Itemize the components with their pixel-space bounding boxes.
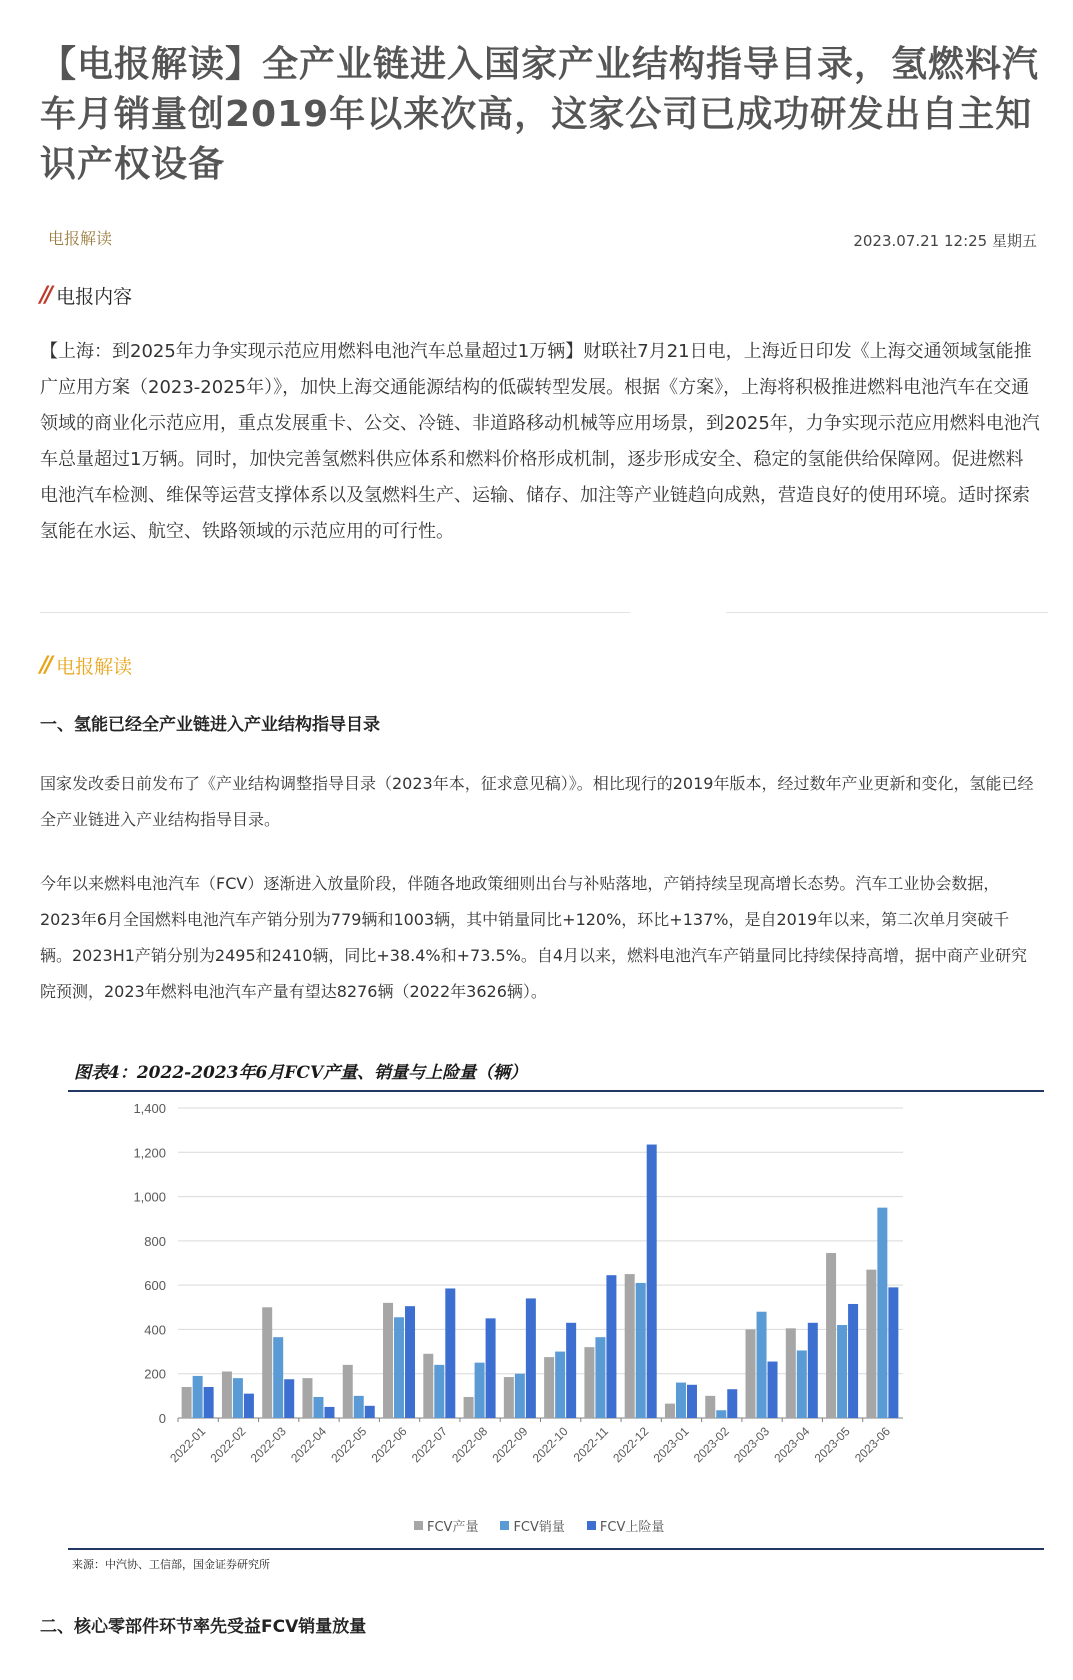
chart-figure xyxy=(68,1058,1044,1571)
bar-2-2023-05 xyxy=(848,1304,858,1418)
bar-1-2022-03 xyxy=(273,1337,283,1418)
chart-legend xyxy=(414,1516,664,1535)
y-tick-label: 200 xyxy=(144,1366,166,1382)
y-tick-label: 1,400 xyxy=(133,1101,166,1116)
bar-1-2022-07 xyxy=(434,1365,444,1418)
x-tick-label: 2022-07 xyxy=(408,1424,450,1466)
y-tick-label: 600 xyxy=(144,1278,166,1294)
subheading-1: 一、氢能已经全产业链进入产业结构指导目录 xyxy=(40,715,380,735)
bar-0-2022-10 xyxy=(544,1357,554,1418)
bar-1-2022-12 xyxy=(636,1283,646,1418)
bar-0-2022-04 xyxy=(302,1378,312,1418)
x-tick-label: 2022-10 xyxy=(529,1424,571,1466)
bar-1-2022-05 xyxy=(354,1396,364,1418)
y-tick-label: 1,000 xyxy=(133,1189,166,1205)
bar-2-2022-05 xyxy=(365,1406,375,1418)
y-tick-label: 0 xyxy=(158,1411,166,1426)
section-heading-label: 电报解读 xyxy=(56,656,133,678)
section-heading-content xyxy=(40,282,132,309)
bar-1-2023-03 xyxy=(757,1312,767,1418)
x-tick-label: 2022-11 xyxy=(570,1424,612,1465)
content-paragraph: 【上海：到2025年力争实现示范应用燃料电池汽车总量超过1万辆】财联社7月21日电，上海近日印发《上海交通领域氢能推广应用方案（2023-2025年）》，加快上海交通能源结构的低碳转型发展。根据《方案》，上海将积极推进燃料电池汽车在交通领域的商业化示范应用，重点发展重卡、公交、冷链、非道路移动机械等应用场景，到2025年，力争实现示范应用燃料电池汽车总量超过1万辆。同时，加快完善氢燃料供应体系和燃料价格形成机制，逐步形成安全、稳定的氢能供给保障网。促进燃料电池汽车检测、维保等运营支撑体系以及氢燃料生产、运输、储存、加注等产业链趋向成熟，营造良好的使用环境。适时探索氢能在水运、航空、铁路领域的示范应用的可行性。 xyxy=(40,341,1040,542)
bar-0-2022-03 xyxy=(262,1307,272,1418)
legend-label: FCV销量 xyxy=(513,1520,565,1535)
bar-0-2023-03 xyxy=(746,1329,756,1418)
bar-1-2023-05 xyxy=(837,1325,847,1418)
bar-2-2022-02 xyxy=(244,1394,254,1418)
legend-item xyxy=(587,1516,664,1535)
x-tick-label: 2022-04 xyxy=(288,1424,330,1466)
x-tick-label: 2022-01 xyxy=(167,1424,209,1466)
bar-1-2022-01 xyxy=(193,1376,203,1418)
bar-0-2022-01 xyxy=(182,1387,192,1418)
bar-1-2022-10 xyxy=(555,1352,565,1418)
bar-2-2022-07 xyxy=(445,1288,455,1418)
section-heading-label: 电报内容 xyxy=(56,286,133,308)
bar-0-2022-12 xyxy=(625,1274,635,1418)
bar-0-2023-01 xyxy=(665,1404,675,1418)
x-tick-label: 2022-02 xyxy=(207,1424,249,1466)
bar-0-2022-11 xyxy=(584,1347,594,1418)
legend-swatch xyxy=(414,1521,423,1530)
bar-chart xyxy=(68,1098,1044,1518)
chart-source: 来源：中汽协、工信部，国金证券研究所 xyxy=(72,1558,270,1571)
x-tick-label: 2022-06 xyxy=(368,1424,410,1466)
bar-2-2023-01 xyxy=(687,1385,697,1418)
x-tick-label: 2023-06 xyxy=(851,1424,893,1466)
bar-2-2022-03 xyxy=(284,1379,294,1418)
bar-0-2023-02 xyxy=(705,1396,715,1418)
divider xyxy=(40,612,630,613)
subheading-2: 二、核心零部件环节率先受益FCV销量放量 xyxy=(40,1617,367,1637)
bar-1-2023-01 xyxy=(676,1383,686,1418)
section-heading-analysis xyxy=(40,652,132,679)
y-tick-label: 800 xyxy=(144,1233,166,1249)
bar-2-2022-08 xyxy=(486,1318,496,1418)
bar-1-2022-02 xyxy=(233,1378,243,1418)
legend-item xyxy=(500,1516,564,1535)
bar-0-2022-05 xyxy=(343,1365,353,1418)
bar-0-2022-09 xyxy=(504,1377,514,1418)
legend-swatch xyxy=(500,1521,509,1530)
bar-2-2023-04 xyxy=(808,1323,818,1418)
bar-2-2023-02 xyxy=(727,1389,737,1418)
y-tick-label: 400 xyxy=(144,1322,166,1338)
bar-1-2022-11 xyxy=(595,1337,605,1418)
legend-item xyxy=(414,1516,478,1535)
legend-label: FCV上险量 xyxy=(599,1520,665,1535)
bar-1-2023-02 xyxy=(716,1410,726,1418)
chart-rule-bottom xyxy=(68,1548,1044,1550)
bar-2-2023-06 xyxy=(888,1287,898,1418)
x-tick-label: 2022-08 xyxy=(449,1424,491,1466)
article-category[interactable]: 电报解读 xyxy=(48,229,113,248)
bar-2-2022-04 xyxy=(324,1407,334,1418)
bar-0-2023-05 xyxy=(826,1253,836,1418)
chart-rule-top xyxy=(68,1090,1044,1092)
bar-0-2022-02 xyxy=(222,1372,232,1419)
analysis-paragraph-1: 国家发改委日前发布了《产业结构调整指导目录（2023年本，征求意见稿）》。相比现行的2019年版本，经过数年产业更新和变化，氢能已经全产业链进入产业结构指导目录。 xyxy=(40,774,1034,829)
bar-1-2022-04 xyxy=(313,1397,323,1418)
bar-0-2022-08 xyxy=(464,1397,474,1418)
legend-label: FCV产量 xyxy=(427,1520,479,1535)
bar-1-2023-04 xyxy=(797,1350,807,1418)
bar-2-2022-01 xyxy=(204,1387,214,1418)
slash-icon: // xyxy=(40,283,51,308)
article-title: 【电报解读】全产业链进入国家产业结构指导目录，氢燃料汽车月销量创2019年以来次高，这家公司已成功研发出自主知识产权设备 xyxy=(40,44,1040,185)
bar-0-2023-06 xyxy=(866,1270,876,1418)
bar-1-2023-06 xyxy=(877,1208,887,1418)
bar-2-2023-03 xyxy=(768,1362,778,1418)
analysis-paragraph-2: 今年以来燃料电池汽车（FCV）逐渐进入放量阶段，伴随各地政策细则出台与补贴落地，产销持续呈现高增长态势。汽车工业协会数据，2023年6月全国燃料电池汽车产销分别为779辆和1003辆，其中销量同比+120%，环比+137%，是自2019年以来，第二次单月突破千辆。2023H1产销分别为2495和2410辆，同比+38.4%和+73.5%。自4月以来，燃料电池汽车产销量同比持续保持高增，据中商产业研究院预测，2023年燃料电池汽车产量有望达8276辆（2022年3626辆）。 xyxy=(40,874,1028,1001)
bar-1-2022-06 xyxy=(394,1317,404,1418)
x-tick-label: 2023-02 xyxy=(690,1424,732,1466)
bar-0-2022-07 xyxy=(423,1354,433,1418)
x-tick-label: 2023-03 xyxy=(731,1424,773,1466)
article-date: 2023.07.21 12:25 星期五 xyxy=(853,232,1037,250)
x-tick-label: 2022-12 xyxy=(610,1424,652,1466)
chart-title: 图表4：2022-2023年6月FCV产量、销量与上险量（辆） xyxy=(74,1063,528,1083)
slash-icon: // xyxy=(40,653,51,678)
x-tick-label: 2022-09 xyxy=(489,1424,531,1466)
bar-2-2022-11 xyxy=(606,1275,616,1418)
x-tick-label: 2023-01 xyxy=(650,1424,692,1466)
x-tick-label: 2022-05 xyxy=(328,1424,370,1466)
x-tick-label: 2023-04 xyxy=(771,1424,813,1466)
bar-2-2022-12 xyxy=(647,1145,657,1418)
bar-2-2022-10 xyxy=(566,1323,576,1418)
x-tick-label: 2022-03 xyxy=(247,1424,289,1466)
bar-1-2022-08 xyxy=(475,1363,485,1418)
bar-2-2022-06 xyxy=(405,1306,415,1418)
legend-swatch xyxy=(587,1521,596,1530)
bar-2-2022-09 xyxy=(526,1298,536,1418)
x-tick-label: 2023-05 xyxy=(811,1424,853,1466)
y-tick-label: 1,200 xyxy=(133,1145,166,1161)
bar-1-2022-09 xyxy=(515,1374,525,1418)
divider xyxy=(726,612,1048,613)
bar-0-2022-06 xyxy=(383,1303,393,1418)
bar-0-2023-04 xyxy=(786,1328,796,1418)
